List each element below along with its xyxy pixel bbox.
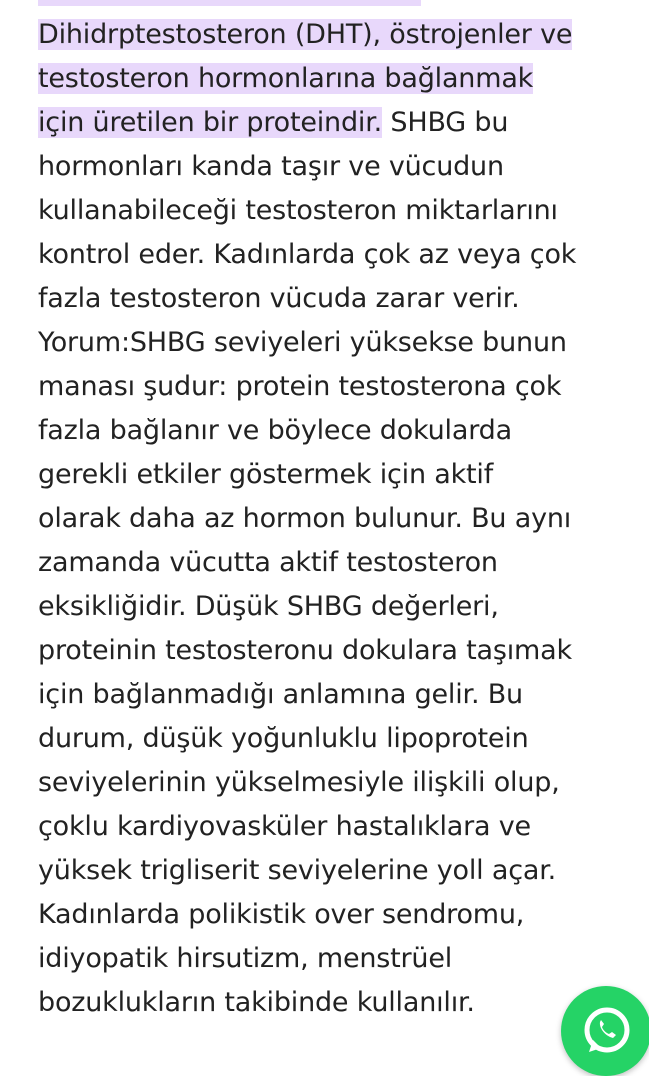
article-text <box>38 0 638 1025</box>
article-line <box>38 145 638 189</box>
article-line <box>38 453 638 497</box>
body-text: durum, düşük yoğunluklu lipoprotein <box>38 723 529 754</box>
article-line <box>38 673 638 717</box>
article-line <box>38 365 638 409</box>
article-line <box>38 805 638 849</box>
body-text: bozuklukların takibinde kullanılır. <box>38 987 475 1018</box>
article-lines <box>38 13 638 1025</box>
highlighted-text: testosteron hormonlarına bağlanmak <box>38 63 534 94</box>
article-line <box>38 13 638 57</box>
body-text: çoklu kardiyovasküler hastalıklara ve <box>38 811 531 842</box>
body-text: SHBG bu <box>382 107 509 138</box>
body-text: için bağlanmadığı anlamına gelir. Bu <box>38 679 523 710</box>
article-line <box>38 893 638 937</box>
article-line <box>38 409 638 453</box>
article-line <box>38 849 638 893</box>
article-line <box>38 761 638 805</box>
body-text: manası şudur: protein testosterona çok <box>38 371 562 402</box>
body-text: proteinin testosteronu dokulara taşımak <box>38 635 572 666</box>
body-text: idiyopatik hirsutizm, menstrüel <box>38 943 453 974</box>
article-line <box>38 629 638 673</box>
article-line <box>38 233 638 277</box>
article-line <box>38 585 638 629</box>
body-text: eksikliğidir. Düşük SHBG değerleri, <box>38 591 499 622</box>
article-line <box>38 717 638 761</box>
body-text: fazla bağlanır ve böylece dokularda <box>38 415 512 446</box>
article-line <box>38 57 638 101</box>
body-text: Yorum:SHBG seviyeleri yüksekse bunun <box>38 327 567 358</box>
article-line <box>38 981 638 1025</box>
whatsapp-button[interactable] <box>561 986 649 1076</box>
body-text: zamanda vücutta aktif testosteron <box>38 547 498 578</box>
body-text: kullanabileceği testosteron miktarlarını <box>38 195 558 226</box>
highlighted-text: için üretilen bir proteindir. <box>38 107 383 138</box>
highlighted-text: Dihidrptestosteron (DHT), östrojenler ve <box>38 19 573 50</box>
body-text: seviyelerinin yükselmesiyle ilişkili olup, <box>38 767 560 798</box>
body-text: fazla testosteron vücuda zarar verir. <box>38 283 520 314</box>
article-line <box>38 101 638 145</box>
article-line <box>38 321 638 365</box>
body-text: olarak daha az hormon bulunur. Bu aynı <box>38 503 572 534</box>
article-line <box>38 937 638 981</box>
body-text: hormonları kanda taşır ve vücudun <box>38 151 504 182</box>
article-line <box>38 497 638 541</box>
whatsapp-icon <box>579 1002 635 1058</box>
body-text: gerekli etkiler göstermek için aktif <box>38 459 494 490</box>
article-line <box>38 277 638 321</box>
body-text: yüksek trigliserit seviyelerine yoll açar. <box>38 855 556 886</box>
body-text: Kadınlarda polikistik over sendromu, <box>38 899 525 930</box>
article-line <box>38 189 638 233</box>
article-line <box>38 541 638 585</box>
highlight-cut-line <box>38 0 421 6</box>
body-text: kontrol eder. Kadınlarda çok az veya çok <box>38 239 577 270</box>
